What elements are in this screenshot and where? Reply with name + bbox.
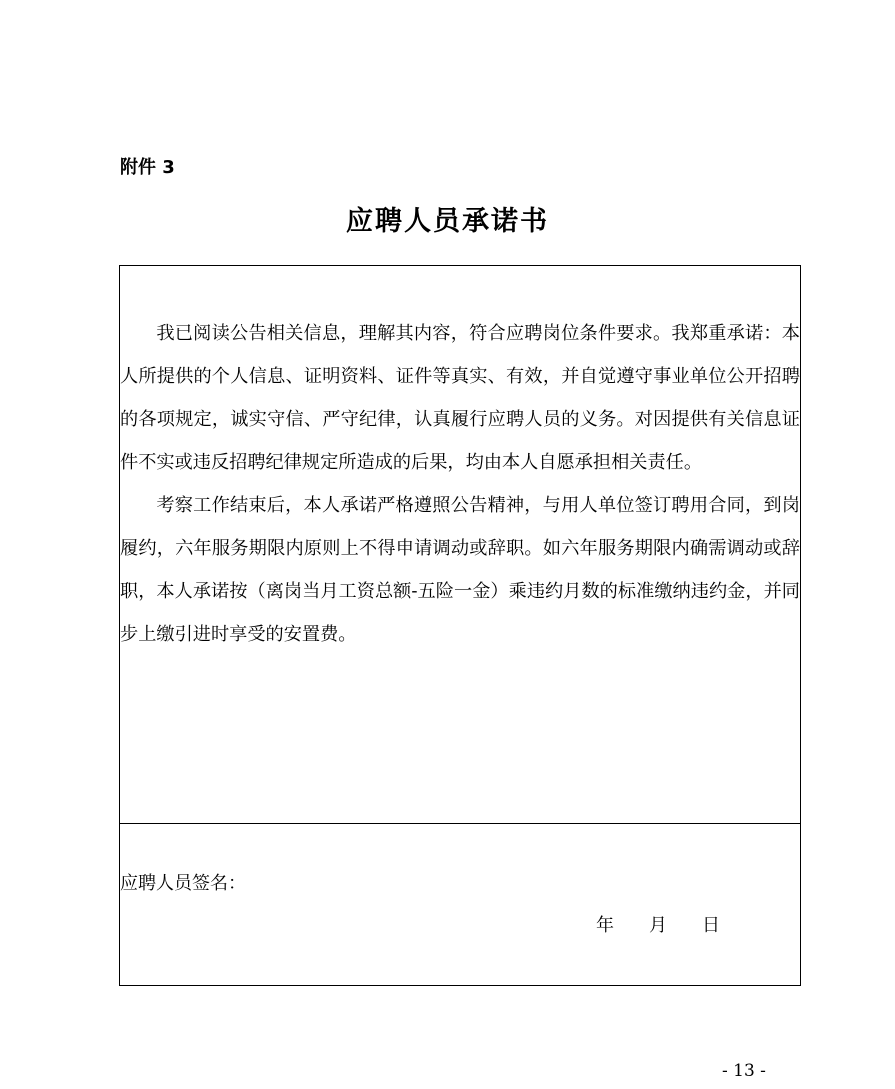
date-year-label: 年 bbox=[596, 915, 614, 936]
document-title: 应聘人员承诺书 bbox=[346, 206, 549, 237]
signature-label: 应聘人员签名： bbox=[120, 873, 246, 894]
page-number: - 13 - bbox=[722, 1061, 766, 1081]
statement-text bbox=[120, 312, 800, 656]
attachment-label: 附件 3 bbox=[120, 157, 175, 178]
statement-paragraph: 考察工作结束后，本人承诺严格遵照公告精神，与用人单位签订聘用合同，到岗履约，六年服务期限内原则上不得申请调动或辞职。如六年服务期限内确需调动或辞职，本人承诺按（离岗当月工资总额-五险一金）乘违约月数的标准缴纳违约金，并同步上缴引进时享受的安置费。 bbox=[120, 495, 800, 645]
date-line bbox=[596, 914, 755, 938]
date-month-label: 月 bbox=[649, 915, 667, 936]
signature-section bbox=[120, 824, 800, 985]
statement-paragraph: 我已阅读公告相关信息，理解其内容，符合应聘岗位条件要求。我郑重承诺：本人所提供的个人信息、证明资料、证件等真实、有效，并自觉遵守事业单位公开招聘的各项规定，诚实守信、严守纪律，认真履行应聘人员的义务。对因提供有关信息证件不实或违反招聘纪律规定所造成的后果，均由本人自愿承担相关责任。 bbox=[120, 323, 800, 473]
commitment-form-box bbox=[119, 265, 801, 986]
date-day-label: 日 bbox=[702, 915, 720, 936]
statement-section bbox=[120, 266, 800, 824]
